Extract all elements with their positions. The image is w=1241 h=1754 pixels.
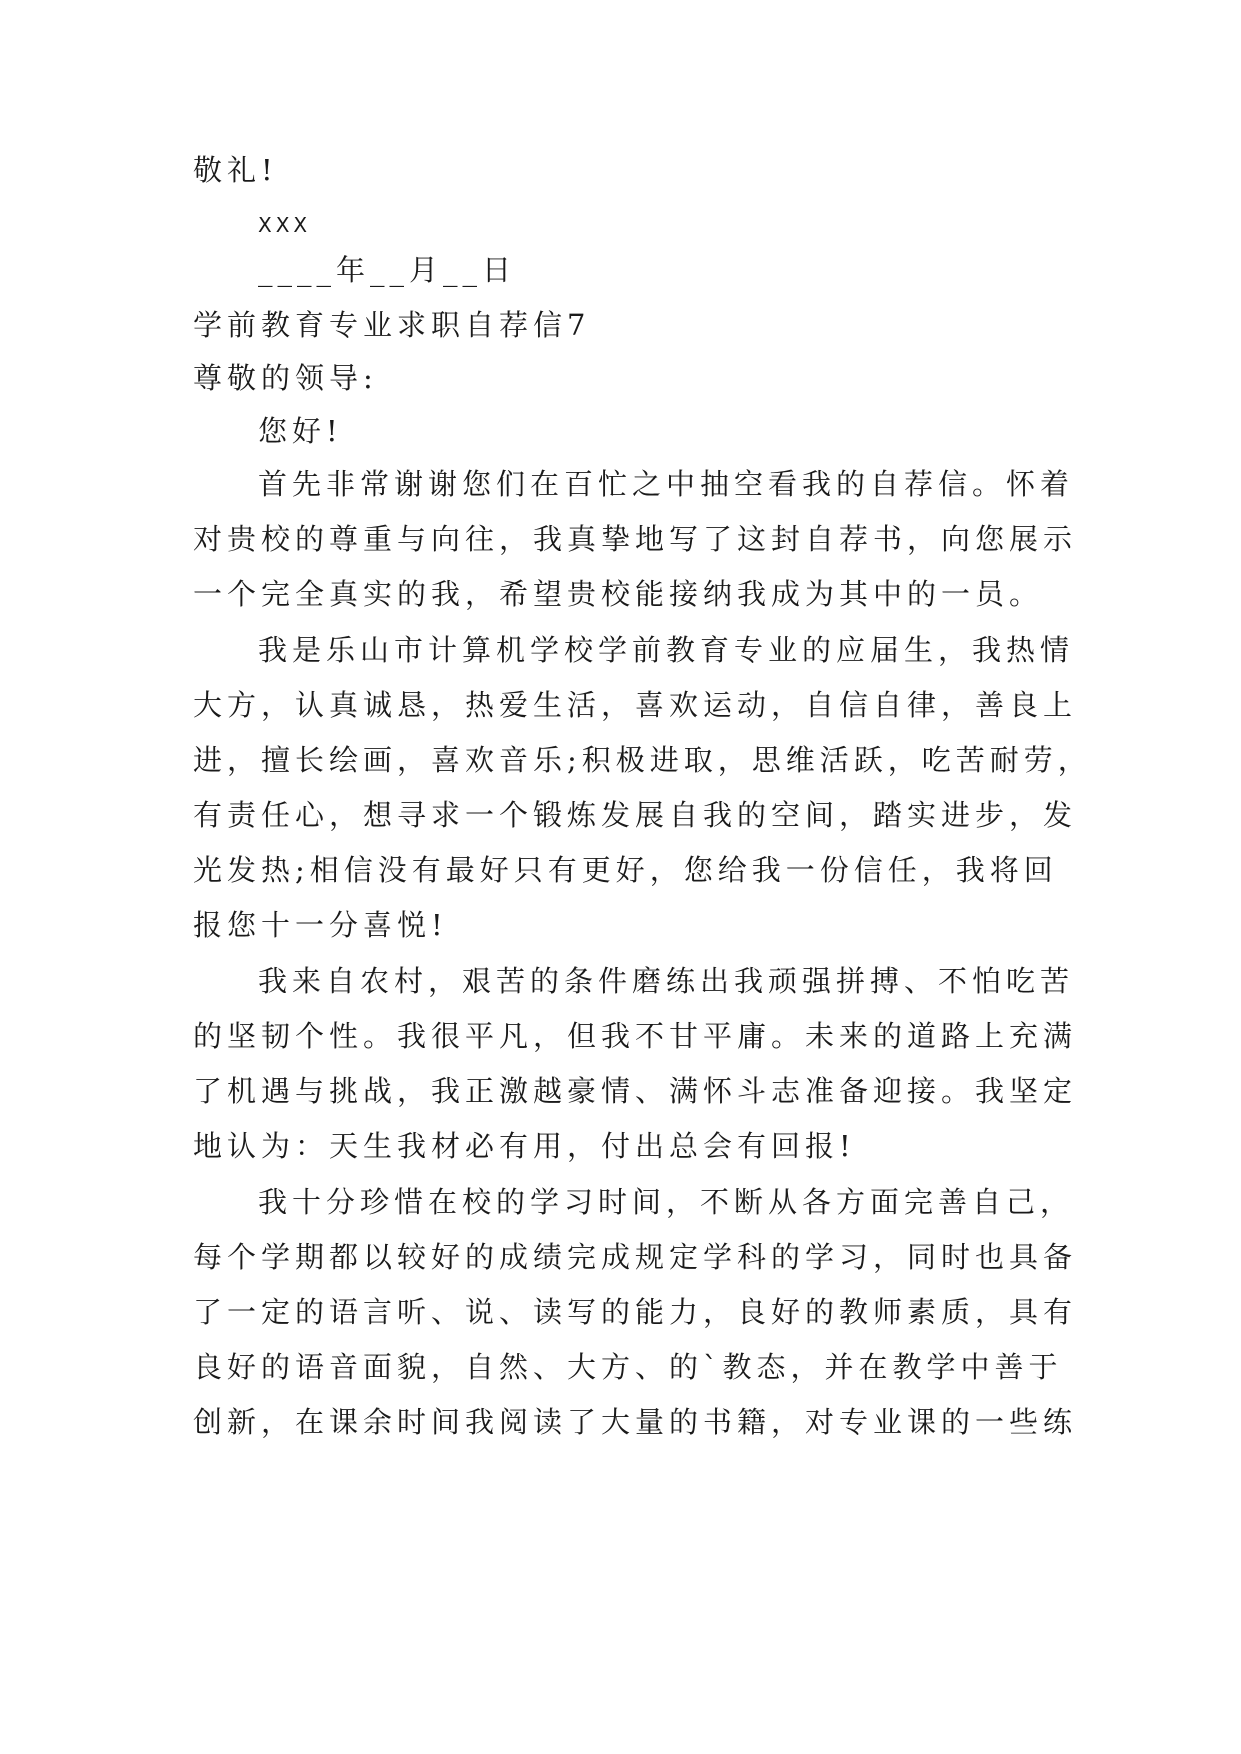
body-line: 大方，认真诚恳，热爱生活，喜欢运动，自信自律，善良上: [193, 688, 1078, 722]
signature: XXX: [258, 213, 312, 237]
body-line: 进，擅长绘画，喜欢音乐;积极进取，思维活跃，吃苦耐劳，: [193, 743, 1092, 777]
salutation: 尊敬的领导:: [193, 361, 378, 395]
body-line: 有责任心，想寻求一个锻炼发展自我的空间，踏实进步，发: [193, 798, 1078, 832]
letter-title: 学前教育专业求职自荐信7: [193, 308, 591, 342]
body-line: 了机遇与挑战，我正激越豪情、满怀斗志准备迎接。我坚定: [193, 1074, 1078, 1108]
body-line: 了一定的语言听、说、读写的能力，良好的教师素质，具有: [193, 1295, 1078, 1329]
body-line: 创新，在课余时间我阅读了大量的书籍，对专业课的一些练: [193, 1405, 1078, 1439]
body-line: 的坚韧个性。我很平凡，但我不甘平庸。未来的道路上充满: [193, 1019, 1078, 1053]
body-line: 我是乐山市计算机学校学前教育专业的应届生，我热情: [258, 633, 1075, 667]
body-line: 首先非常谢谢您们在百忙之中抽空看我的自荐信。怀着: [258, 467, 1075, 501]
body-line: 我十分珍惜在校的学习时间，不断从各方面完善自己，: [258, 1185, 1075, 1219]
body-line: 我来自农村，艰苦的条件磨练出我顽强拼搏、不怕吃苦: [258, 964, 1075, 998]
body-line: 对贵校的尊重与向往，我真挚地写了这封自荐书，向您展示: [193, 522, 1078, 556]
body-line: 光发热;相信没有最好只有更好，您给我一份信任，我将回: [193, 853, 1058, 887]
body-line: 地认为：天生我材必有用，付出总会有回报!: [193, 1129, 856, 1163]
greeting: 您好!: [258, 414, 343, 448]
body-line: 每个学期都以较好的成绩完成规定学科的学习，同时也具备: [193, 1240, 1078, 1274]
body-line: 一个完全真实的我，希望贵校能接纳我成为其中的一员。: [193, 577, 1044, 611]
closing-text: 敬礼!: [193, 153, 278, 187]
body-line: 良好的语音面貌，自然、大方、的`教态，并在教学中善于: [193, 1350, 1063, 1384]
body-line: 报您十一分喜悦!: [193, 908, 448, 942]
date-line: ____年__月__日: [258, 253, 517, 287]
